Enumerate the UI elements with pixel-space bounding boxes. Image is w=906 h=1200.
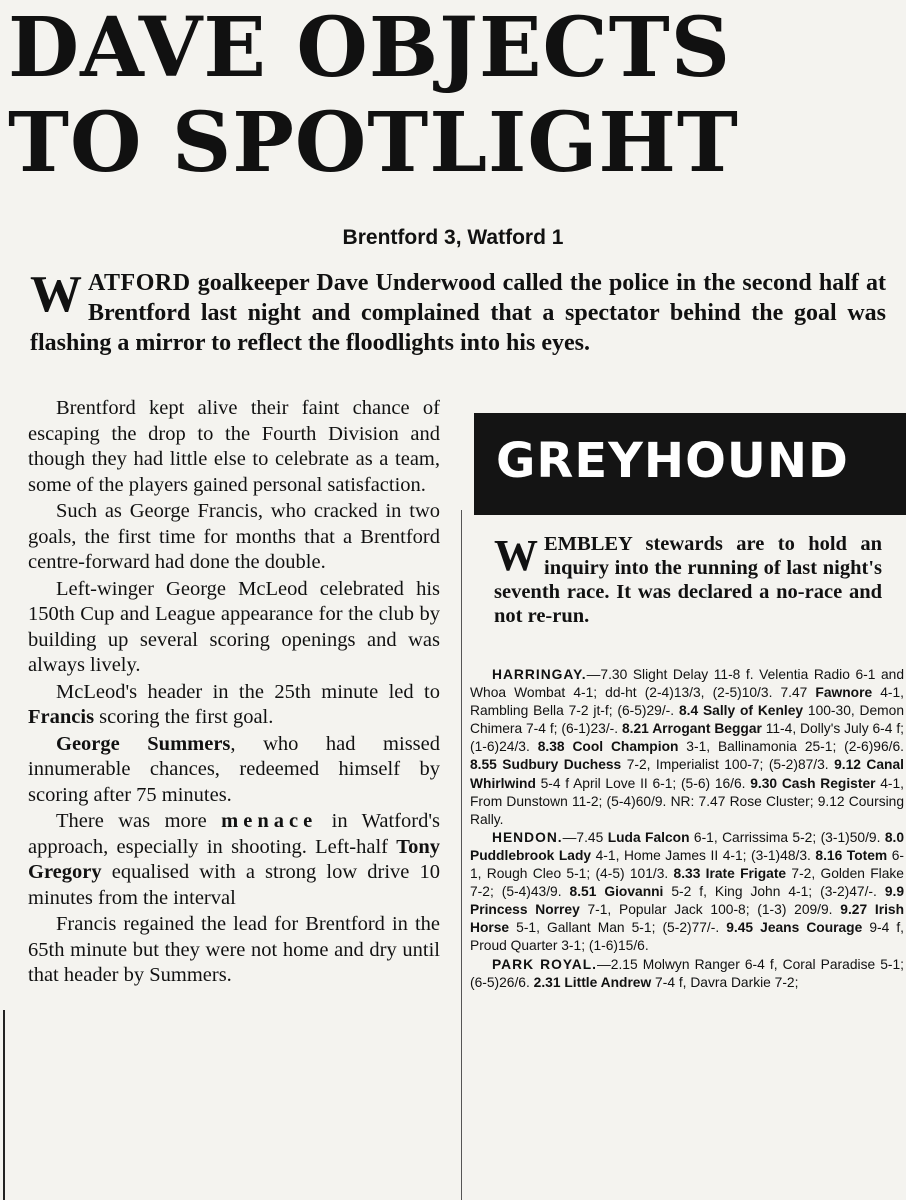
hendon-text: 6-1, Rough Cleo 5-1; (4-5) 101/3. bbox=[470, 847, 904, 882]
report-p6-text-c: equalised with a strong low drive 10 minutes from the interval bbox=[28, 861, 440, 909]
harringay-winner: Fawnore bbox=[815, 685, 873, 701]
report-p4-text-a: McLeod's header in the 25th minute led to bbox=[56, 680, 440, 703]
report-paragraph-5 bbox=[28, 732, 440, 809]
harringay-winner: 8.55 Sudbury Duchess bbox=[470, 757, 622, 773]
report-p5-text: , who had missed innumerable chances, redeemed himself by scoring after 75 minutes. bbox=[28, 732, 441, 806]
headline-line-1: DAVE OBJECTS bbox=[8, 0, 731, 96]
park-royal-text: 7-4 f, Davra Darkie 7-2; bbox=[651, 974, 799, 990]
harringay-text: 100-30, Demon Chimera 7-4 f; (6-1)23/-. bbox=[470, 703, 904, 737]
hendon-winner: 8.0 Puddlebrook Lady bbox=[470, 829, 904, 863]
report-p5-name: George Summers bbox=[56, 732, 231, 755]
lead-drop-cap: W bbox=[30, 266, 82, 323]
hendon-winner: 9.45 Jeans Courage bbox=[726, 920, 863, 936]
report-paragraph-6 bbox=[28, 809, 440, 911]
scoreline: Brentford 3, Watford 1 bbox=[342, 226, 564, 249]
greyhound-lead-text: stewards are to hold an inquiry into the running of last night's seventh race. It was declared a no-race and not re-run. bbox=[494, 533, 882, 627]
results-hendon bbox=[470, 829, 904, 956]
park-royal-text: —2.15 Molwyn Ranger 6-4 f, Coral Paradise 5-1; (6-5)26/6. bbox=[470, 956, 904, 990]
report-paragraph-2: Such as George Francis, who cracked in two goals, the first time for months that a Brentford centre-forward had done the double. bbox=[28, 500, 440, 573]
hendon-text: 6-1, Carrissima 5-2; (3-1)50/9. bbox=[689, 829, 885, 845]
harringay-winner: 9.12 Canal Whirlwind bbox=[470, 757, 904, 791]
report-paragraph-3: Left-winger George McLeod celebrated his 150th Cup and League appearance for the club by building up several scoring openings and was always lively. bbox=[28, 577, 440, 676]
hendon-winner: 8.33 Irate Frigate bbox=[673, 866, 787, 882]
report-paragraph-1: Brentford kept alive their faint chance of escaping the drop to the Fourth Division and though they had little else to celebrate as a team, some of the players gained personal satisfaction. bbox=[28, 397, 440, 496]
harringay-text: 5-4 f April Love II 6-1; (5-6) 16/6. bbox=[535, 775, 751, 791]
harringay-text: 3-1, Ballinamonia 25-1; (2-6)96/6. bbox=[678, 739, 904, 755]
harringay-winner: 9.30 Cash Register bbox=[750, 775, 876, 791]
lead-caps-word: ATFORD bbox=[88, 270, 191, 296]
greyhound-results bbox=[470, 666, 904, 992]
greyhound-lead-paragraph bbox=[494, 532, 882, 628]
hendon-winner: 9.9 Princess Norrey bbox=[470, 884, 905, 918]
results-park-royal bbox=[470, 956, 904, 992]
hendon-winner: Luda Falcon bbox=[607, 829, 690, 845]
report-p6-name: Tony Gregory bbox=[28, 835, 440, 883]
harringay-winner: 8.21 Arrogant Beggar bbox=[621, 721, 762, 737]
hendon-winner: 8.16 Totem bbox=[815, 847, 888, 863]
greyhound-banner bbox=[474, 413, 906, 515]
greyhound-banner-title: GREYHOUND bbox=[496, 433, 849, 489]
harringay-text: 4-1, Rambling Bella 7-2 jt-f; (6-5)29/-. bbox=[470, 685, 905, 719]
lead-text: goalkeeper Dave Underwood called the police in the second half at Brentford last night and complained that a spectator behind the goal was flashing a mirror to reflect the floodlights into his eyes. bbox=[30, 270, 886, 356]
hendon-text: 9-4 f, Proud Quarter 3-1; (1-6)15/6. bbox=[470, 920, 905, 954]
report-p6-text-a: There was more bbox=[56, 810, 222, 832]
harringay-label: HARRINGAY. bbox=[492, 667, 587, 682]
harringay-text: 4-1, From Dunstown 11-2; (5-4)60/9. NR: 7.47 Rose Cluster; 9.12 Coursing Rally. bbox=[470, 775, 905, 827]
report-p6-emphasis: menace bbox=[221, 810, 318, 832]
headline-line-2: TO SPOTLIGHT bbox=[8, 95, 739, 191]
park-royal-winner: 2.31 Little Andrew bbox=[533, 974, 652, 990]
report-p4-text-b: scoring the first goal. bbox=[94, 706, 274, 728]
report-paragraph-4 bbox=[28, 680, 440, 731]
lead-paragraph bbox=[30, 268, 886, 358]
report-p6-text-b: in Watford's approach, especially in shooting. Left-half bbox=[28, 810, 440, 858]
report-p4-name: Francis bbox=[28, 706, 95, 728]
hendon-winner: 8.51 Giovanni bbox=[569, 884, 664, 900]
hendon-text: 4-1, Home James II 4-1; (3-1)48/3. bbox=[591, 847, 816, 863]
greyhound-drop-cap: W bbox=[494, 531, 538, 580]
harringay-text: 7-2, Imperialist 100-7; (5-2)87/3. bbox=[621, 757, 835, 773]
hendon-winner: 9.27 Irish Horse bbox=[470, 902, 904, 936]
column-divider bbox=[461, 510, 462, 1200]
park-royal-label: PARK ROYAL. bbox=[492, 956, 597, 972]
match-report-column bbox=[28, 396, 440, 990]
harringay-winner: 8.38 Cool Champion bbox=[537, 739, 679, 755]
harringay-winner: 8.4 Sally of Kenley bbox=[678, 703, 804, 719]
hendon-text: 7-2, Golden Flake 7-2; (5-4)43/9. bbox=[470, 866, 904, 900]
left-column-rule bbox=[3, 1010, 5, 1200]
hendon-text: 5-1, Gallant Man 5-1; (5-2)77/-. bbox=[509, 920, 727, 936]
hendon-text: —7.45 bbox=[562, 829, 608, 845]
harringay-text: —7.30 Slight Delay 11-8 f. Velentia Radio 6-1 and Whoa Wombat 4-1; dd-ht (2-4)13/3, (2-5)10/3. 7.47 bbox=[470, 667, 904, 701]
hendon-text: 7-1, Popular Jack 100-8; (1-3) 209/9. bbox=[579, 902, 841, 918]
hendon-text: 5-2 f, King John 4-1; (3-2)47/-. bbox=[663, 884, 885, 900]
harringay-text: 11-4, Dolly's July 6-4 f; (1-6)24/3. bbox=[470, 721, 904, 755]
greyhound-caps-word: EMBLEY bbox=[544, 533, 633, 555]
hendon-label: HENDON. bbox=[492, 829, 563, 845]
report-paragraph-7: Francis regained the lead for Brentford in the 65th minute but they were not home and dry until that header by Summers. bbox=[28, 913, 440, 986]
results-harringay bbox=[470, 666, 904, 829]
